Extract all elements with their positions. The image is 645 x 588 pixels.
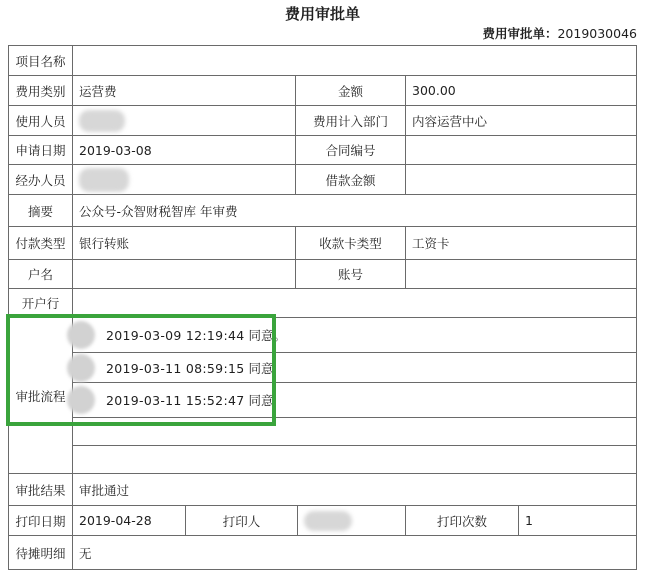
approval-entry-empty [73, 446, 636, 473]
field-value-amount: 300.00 [412, 83, 456, 98]
field-label-handler: 经办人员 [9, 165, 73, 194]
redaction-blur [304, 511, 352, 531]
field-label-contract-no: 合同编号 [296, 136, 406, 164]
approver-avatar-blur [67, 386, 95, 414]
approval-entry [73, 353, 636, 383]
page-title: 费用审批单 [284, 5, 360, 23]
field-label-apply-date: 申请日期 [9, 136, 73, 164]
field-label-summary: 摘要 [9, 195, 73, 226]
approval-flow-entries [73, 318, 636, 473]
field-value-print-count: 1 [525, 513, 533, 528]
field-label-cost-department: 费用计入部门 [296, 106, 406, 135]
field-value-printed-by-redacted [298, 506, 406, 535]
approval-entry-datetime: 2019-03-11 15:52:47 [106, 393, 245, 408]
field-label-print-count: 打印次数 [406, 506, 519, 535]
field-label-printed-by: 打印人 [186, 506, 298, 535]
field-value-user-redacted [73, 106, 296, 135]
field-value-expense-type: 运营费 [73, 76, 296, 105]
field-label-print-date: 打印日期 [9, 506, 73, 535]
field-value-amortization: 无 [79, 545, 92, 561]
field-value-cost-department: 内容运营中心 [412, 113, 488, 129]
approval-result-label: 审批结果 [9, 474, 73, 505]
field-value-loan-amount [406, 165, 636, 194]
approval-entry-datetime: 2019-03-09 12:19:44 [106, 328, 245, 343]
approver-avatar-blur [67, 321, 95, 349]
field-label-account-no: 账号 [296, 260, 406, 288]
doc-number-value: 2019030046 [557, 26, 637, 41]
field-label-amortization: 待摊明细 [9, 536, 73, 569]
doc-number-line [482, 24, 637, 42]
row-amortization [9, 536, 636, 569]
field-value-payment-type: 银行转账 [73, 227, 296, 259]
row-print-info [9, 506, 636, 536]
row-user-department [9, 106, 636, 136]
row-bank [9, 289, 636, 318]
approval-entry-decision: 同意。 [248, 328, 286, 343]
field-label-expense-type: 费用类别 [9, 76, 73, 105]
field-label-card-type: 收款卡类型 [296, 227, 406, 259]
redaction-blur [79, 168, 129, 192]
row-project-name [9, 46, 636, 76]
form-table [8, 45, 637, 570]
field-label-amount: 金额 [296, 76, 406, 105]
field-value-handler-redacted [73, 165, 296, 194]
field-label-bank: 开户行 [9, 289, 73, 317]
row-expense-type-amount [9, 76, 636, 106]
approval-entry-decision: 同意 [248, 360, 274, 376]
doc-number-label: 费用审批单： [482, 26, 558, 41]
field-value-apply-date: 2019-03-08 [73, 136, 296, 164]
row-payment-card-type [9, 227, 636, 260]
approval-flow-label: 审批流程 [9, 318, 73, 473]
field-label-payment-type: 付款类型 [9, 227, 73, 259]
approval-entry-decision: 同意 [248, 393, 274, 408]
field-label-account-name: 户名 [9, 260, 73, 288]
row-apply-date-contract [9, 136, 636, 165]
field-value-account-name [73, 260, 296, 288]
approval-entry-empty [73, 418, 636, 446]
approver-avatar-blur [67, 354, 95, 382]
approval-entry [73, 383, 636, 418]
approval-entry-datetime: 2019-03-11 08:59:15 [106, 360, 245, 376]
field-value-project-name [73, 46, 636, 75]
field-value-print-date: 2019-04-28 [73, 506, 186, 535]
row-approval-flow [9, 318, 636, 474]
field-value-card-type: 工资卡 [412, 236, 450, 251]
approval-entry-text [106, 391, 273, 409]
approval-entry-text [106, 359, 273, 377]
field-value-contract-no [406, 136, 636, 164]
row-summary [9, 195, 636, 227]
field-label-loan-amount: 借款金额 [296, 165, 406, 194]
approval-entry-text [106, 326, 286, 344]
approval-result-value: 审批通过 [79, 482, 130, 498]
field-label-user: 使用人员 [9, 106, 73, 135]
field-label-project-name: 项目名称 [9, 46, 73, 75]
field-value-summary: 公众号-众智财税智库 年审费 [79, 203, 238, 219]
field-value-account-no [406, 260, 636, 288]
approval-entry [73, 318, 636, 353]
field-value-bank [73, 289, 636, 317]
row-approval-result [9, 474, 636, 506]
redaction-blur [79, 110, 125, 132]
row-handler-loan [9, 165, 636, 195]
row-account-name-no [9, 260, 636, 289]
